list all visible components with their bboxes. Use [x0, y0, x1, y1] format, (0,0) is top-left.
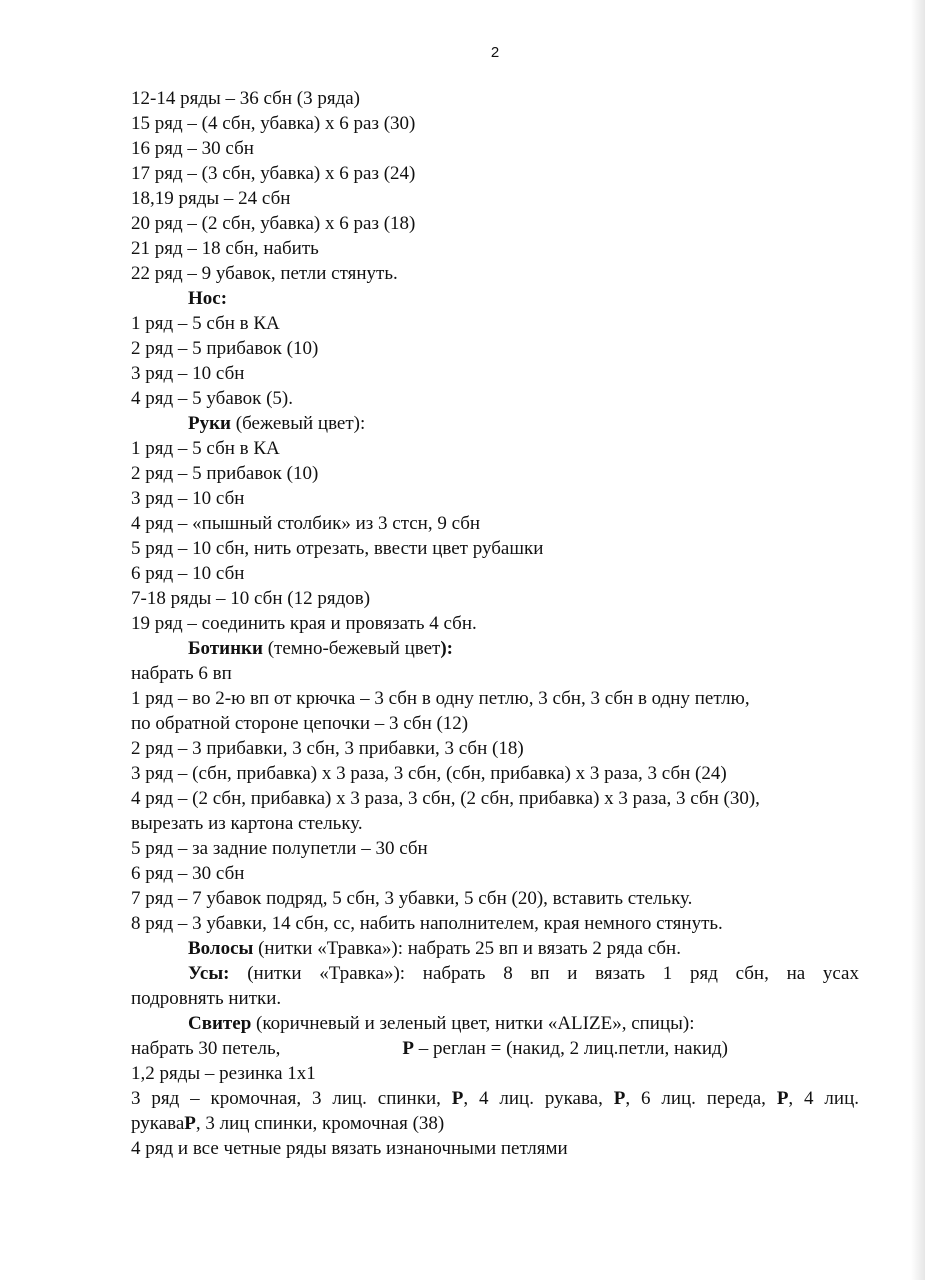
sweater-row3-cont — [131, 1111, 859, 1136]
text-line: 3 ряд – (сбн, прибавка) х 3 раза, 3 сбн, (сбн, прибавка) х 3 раза, 3 сбн (24) — [131, 763, 727, 784]
section-heading-sweater — [131, 1011, 859, 1036]
row3-part: рукава — [131, 1113, 185, 1134]
row3-part: , 4 лиц. — [788, 1088, 859, 1109]
text-line: 2 ряд – 5 прибавок (10) — [131, 463, 319, 484]
text-line: подровнять нитки. — [131, 988, 282, 1009]
sweater-title: Свитер — [188, 1013, 252, 1034]
text-line: 1 ряд – 5 сбн в КА — [131, 313, 280, 334]
sweater-cast-on-line — [131, 1036, 859, 1061]
section-heading-nose — [131, 286, 859, 311]
page-edge-shadow — [911, 0, 925, 1280]
text-line: 22 ряд – 9 убавок, петли стянуть. — [131, 263, 398, 284]
text-line: 7-18 ряды – 10 сбн (12 рядов) — [131, 588, 371, 609]
mustache-title: Усы: — [188, 963, 230, 984]
boots-note-end: ): — [440, 638, 454, 659]
text-line: по обратной стороне цепочки – 3 сбн (12) — [131, 713, 469, 734]
text-line: 17 ряд – (3 сбн, убавка) х 6 раз (24) — [131, 163, 416, 184]
pattern-body — [131, 86, 859, 1161]
text-line: 6 ряд – 10 сбн — [131, 563, 245, 584]
section-heading-arms — [131, 411, 859, 436]
section-heading-mustache — [131, 961, 859, 986]
raglan-key: Р — [402, 1038, 415, 1059]
text-line: 6 ряд – 30 сбн — [131, 863, 245, 884]
text-line: 21 ряд – 18 сбн, набить — [131, 238, 319, 259]
arms-note: (бежевый цвет): — [231, 413, 366, 434]
text-line: набрать 6 вп — [131, 663, 232, 684]
row3-part: , 4 лиц. рукава, — [463, 1088, 614, 1109]
text-line: 16 ряд – 30 сбн — [131, 138, 254, 159]
raglan-legend: – реглан = (накид, 2 лиц.петли, накид) — [414, 1038, 728, 1059]
text-line: 5 ряд – за задние полупетли – 30 сбн — [131, 838, 428, 859]
text-line: 18,19 ряды – 24 сбн — [131, 188, 291, 209]
raglan-mark: Р — [451, 1088, 464, 1109]
text-line: 1 ряд – 5 сбн в КА — [131, 438, 280, 459]
raglan-mark: Р — [184, 1113, 196, 1134]
boots-note: (темно-бежевый цвет — [262, 638, 441, 659]
text-line: 1,2 ряды – резинка 1х1 — [131, 1063, 316, 1084]
text-line: 7 ряд – 7 убавок подряд, 5 сбн, 3 убавки, 5 сбн (20), вставить стельку. — [131, 888, 693, 909]
text-line: 2 ряд – 5 прибавок (10) — [131, 338, 319, 359]
text-line: 5 ряд – 10 сбн, нить отрезать, ввести цвет рубашки — [131, 538, 544, 559]
section-heading-boots — [131, 636, 859, 661]
text-line: 3 ряд – 10 сбн — [131, 363, 245, 384]
nose-title: Нос: — [188, 288, 228, 309]
text-line: вырезать из картона стельку. — [131, 813, 363, 834]
sweater-note: (коричневый и зеленый цвет, нитки «ALIZE», спицы): — [251, 1013, 695, 1034]
text-line: 8 ряд – 3 убавки, 14 сбн, сс, набить наполнителем, края немного стянуть. — [131, 913, 723, 934]
mustache-text: (нитки «Травка»): набрать 8 вп и вязать 1 ряд сбн, на усах — [229, 963, 859, 984]
raglan-mark: Р — [776, 1088, 789, 1109]
row3-part: , 6 лиц. переда, — [625, 1088, 777, 1109]
text-line: 1 ряд – во 2-ю вп от крючка – 3 сбн в одну петлю, 3 сбн, 3 сбн в одну петлю, — [131, 688, 750, 709]
text-line: 4 ряд и все четные ряды вязать изнаночными петлями — [131, 1138, 568, 1159]
page-number: 2 — [490, 44, 500, 61]
boots-title: Ботинки — [188, 638, 263, 659]
row3-part: 3 ряд – кромочная, 3 лиц. спинки, — [131, 1088, 452, 1109]
text-line: 4 ряд – 5 убавок (5). — [131, 388, 293, 409]
hair-title: Волосы — [188, 938, 254, 959]
section-heading-hair — [131, 936, 859, 961]
text-line: 12-14 ряды – 36 сбн (3 ряда) — [131, 88, 360, 109]
sweater-row3-line — [131, 1086, 859, 1111]
text-line: 3 ряд – 10 сбн — [131, 488, 245, 509]
text-line: 19 ряд – соединить края и провязать 4 сбн. — [131, 613, 477, 634]
arms-title: Руки — [188, 413, 232, 434]
row3-part: , 3 лиц спинки, кромочная (38) — [195, 1113, 445, 1134]
text-line: 15 ряд – (4 сбн, убавка) х 6 раз (30) — [131, 113, 416, 134]
hair-text: (нитки «Травка»): набрать 25 вп и вязать 2 ряда сбн. — [253, 938, 681, 959]
text-line: 2 ряд – 3 прибавки, 3 сбн, 3 прибавки, 3 сбн (18) — [131, 738, 524, 759]
text-line: 4 ряд – «пышный столбик» из 3 стсн, 9 сбн — [131, 513, 481, 534]
text-line: 20 ряд – (2 сбн, убавка) х 6 раз (18) — [131, 213, 416, 234]
text-line: 4 ряд – (2 сбн, прибавка) х 3 раза, 3 сбн, (2 сбн, прибавка) х 3 раза, 3 сбн (30), — [131, 788, 760, 809]
raglan-mark: Р — [613, 1088, 626, 1109]
sweater-cast-on: набрать 30 петель, — [131, 1038, 281, 1059]
